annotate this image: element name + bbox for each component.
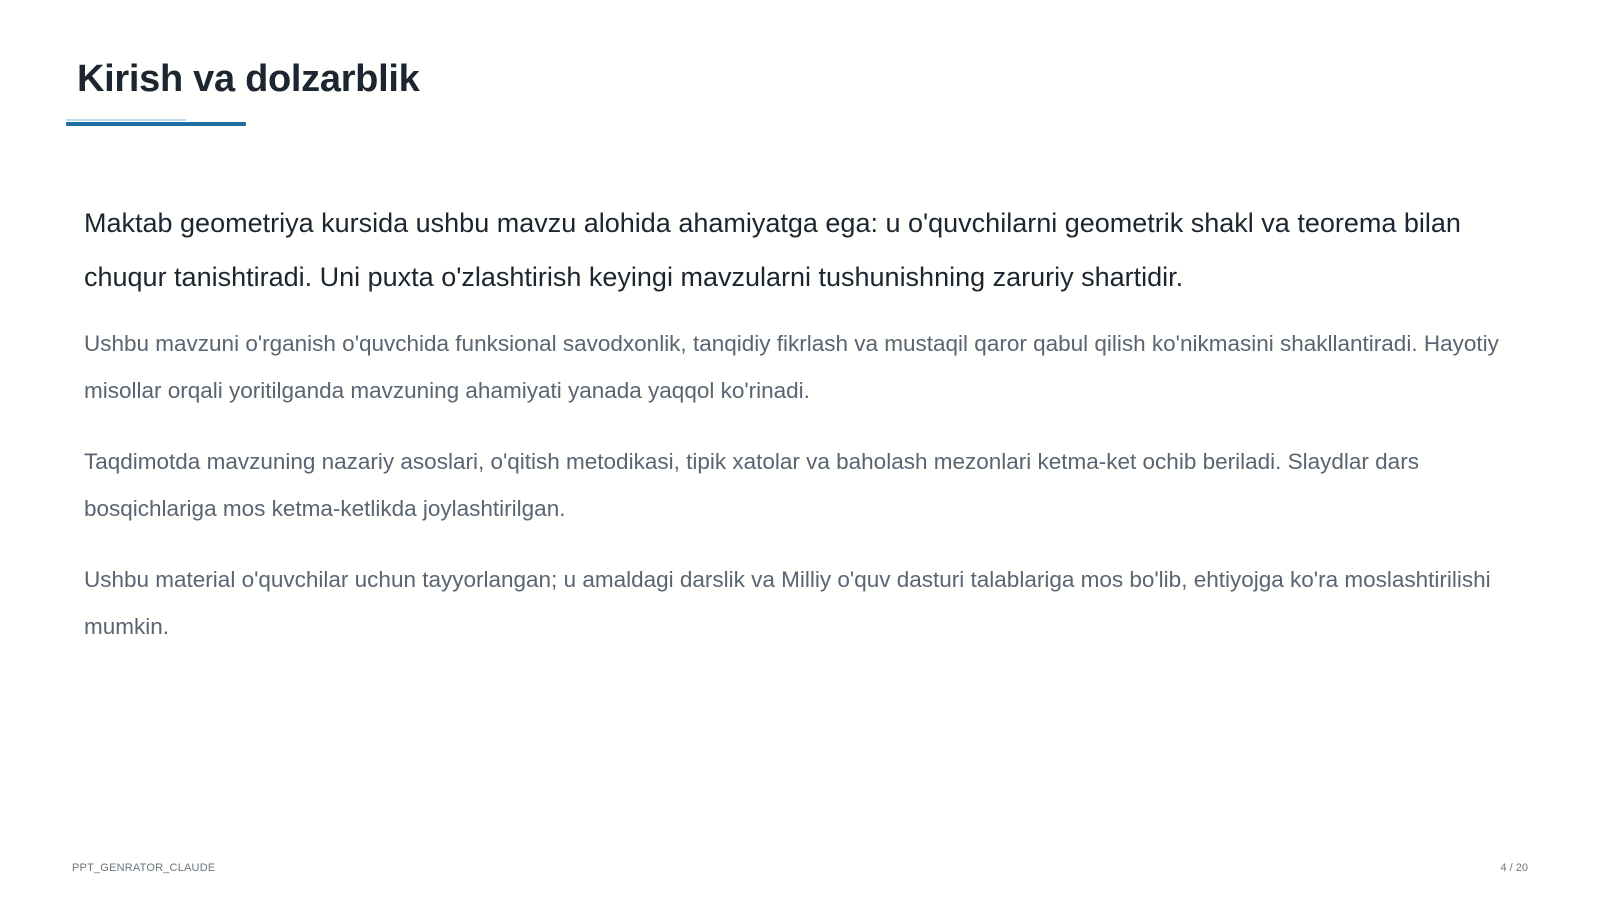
body-paragraph-3: Ushbu material o'quvchilar uchun tayyorlangan; u amaldagi darslik va Milliy o'quv dasturi talablariga mos bo'lib, ehtiyojga ko'ra moslashtirilishi mumkin. [84,567,1491,639]
page-counter: 4 / 20 [1500,862,1528,874]
title-underline [66,122,246,126]
body-paragraph-1: Ushbu mavzuni o'rganish o'quvchida funksional savodxonlik, tanqidiy fikrlash va mustaqil qaror qabul qilish ko'nikmasini shakllantiradi. Hayotiy misollar orqali yoritilganda mavzuning ahamiyati yanada yaqqol ko'rinadi. [84,331,1499,403]
footer-brand: PPT_GENRATOR_CLAUDE [72,862,216,874]
body-paragraph-2: Taqdimotda mavzuning nazariy asoslari, o'qitish metodikasi, tipik xatolar va baholash mezonlari ketma-ket ochib beriladi. Slaydlar dars bosqichlariga mos ketma-ketlikda joylashtirilgan. [84,449,1419,521]
slide-title: Kirish va dolzarblik [77,58,420,100]
lead-paragraph: Maktab geometriya kursida ushbu mavzu alohida ahamiyatga ega: u o'quvchilarni geometrik shakl va teorema bilan chuqur tanishtiradi. Uni puxta o'zlashtirish keyingi mavzularni tushunishning zaruriy shartidir. [84,208,1461,292]
title-underline-highlight [66,119,186,121]
slide-content [84,196,1524,674]
